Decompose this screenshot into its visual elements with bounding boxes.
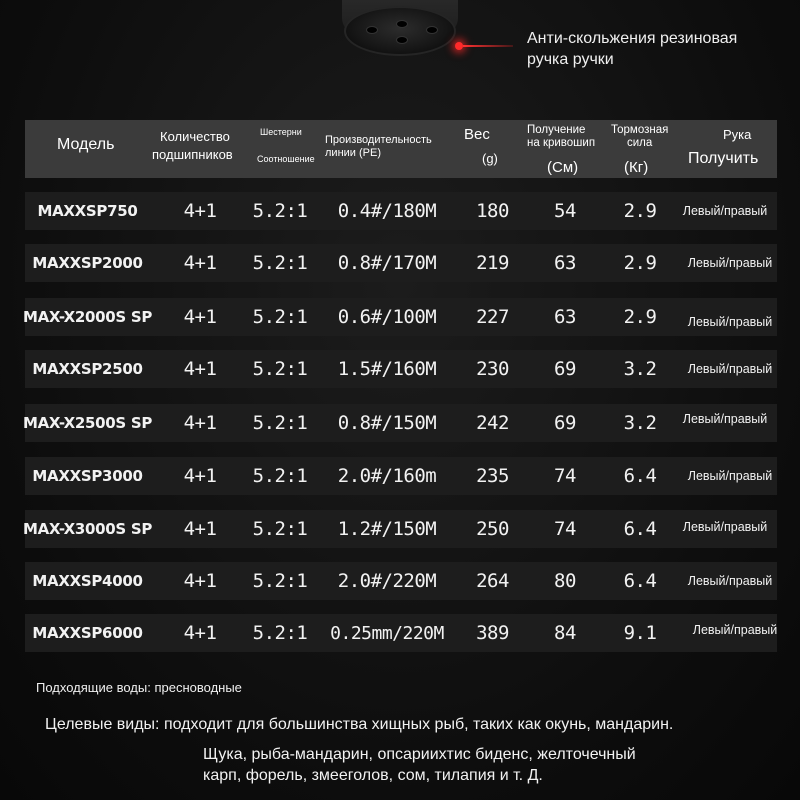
- table-row: [22, 404, 777, 442]
- cell-bearings: 4+1: [183, 252, 217, 274]
- cell-ratio: 5.2:1: [252, 622, 308, 644]
- cell-weight: 250: [476, 518, 509, 540]
- cell-bearings: 4+1: [183, 358, 217, 380]
- cell-weight: 219: [476, 252, 509, 274]
- species-line-2: карп, форель, змееголов, сом, тилапия и т. Д.: [203, 767, 543, 784]
- table-row: [22, 298, 777, 336]
- header-drag-2: сила: [627, 137, 653, 149]
- callout-marker-dot: [455, 42, 463, 50]
- header-drag-3: (Кг): [624, 159, 649, 176]
- cell-hand: Левый/правый: [687, 315, 773, 329]
- cell-capacity: 1.5#/160M: [337, 358, 437, 380]
- cell-model: MAX-X2500S SP: [22, 414, 153, 432]
- cell-model: MAXXSP4000: [32, 572, 143, 590]
- callout-text: [527, 28, 787, 70]
- cell-drag: 2.9: [623, 306, 657, 328]
- cell-weight: 389: [476, 622, 509, 644]
- cell-drag: 2.9: [623, 200, 657, 222]
- cell-ratio: 5.2:1: [252, 252, 308, 274]
- cell-capacity: 2.0#/220M: [337, 570, 437, 592]
- cell-drag: 3.2: [623, 412, 657, 434]
- header-capacity-2: линии (PE): [325, 147, 381, 159]
- cell-model: MAXXSP3000: [32, 467, 143, 485]
- cell-model: MAXXSP750: [37, 202, 138, 220]
- cell-retrieve: 84: [554, 622, 576, 644]
- cell-ratio: 5.2:1: [252, 465, 308, 487]
- cell-retrieve: 74: [554, 518, 576, 540]
- cell-ratio: 5.2:1: [252, 570, 308, 592]
- header-bearings-1: Количество: [160, 129, 230, 144]
- cell-weight: 227: [476, 306, 509, 328]
- cell-ratio: 5.2:1: [252, 306, 308, 328]
- cell-weight: 235: [476, 465, 509, 487]
- cell-bearings: 4+1: [183, 200, 217, 222]
- header-hand-2: Получить: [688, 150, 759, 167]
- cell-capacity: 0.8#/170M: [337, 252, 437, 274]
- header-drag-1: Тормозная: [611, 124, 669, 136]
- header-capacity-1: Производительность: [325, 134, 432, 146]
- table-row: [25, 192, 777, 230]
- cell-capacity: 0.4#/180M: [337, 200, 437, 222]
- table-row: [22, 510, 777, 548]
- callout-line-1: Анти-скольжения резиновая: [527, 30, 738, 47]
- cell-weight: 242: [476, 412, 509, 434]
- cell-drag: 6.4: [623, 518, 657, 540]
- cell-drag: 6.4: [623, 570, 657, 592]
- cell-weight: 264: [476, 570, 509, 592]
- cell-capacity: 0.6#/100M: [337, 306, 437, 328]
- cell-retrieve: 63: [554, 306, 576, 328]
- cell-drag: 6.4: [623, 465, 657, 487]
- table-row: [25, 457, 777, 495]
- cell-hand: Левый/правый: [682, 204, 768, 218]
- header-bearings-2: подшипников: [152, 147, 233, 162]
- cell-retrieve: 54: [554, 200, 576, 222]
- cell-capacity: 0.8#/150M: [337, 412, 437, 434]
- cell-bearings: 4+1: [183, 570, 217, 592]
- header-gear-1: Шестерни: [260, 127, 302, 137]
- cell-hand: Левый/правый: [687, 362, 773, 376]
- water-type-note: Подходящие воды: пресноводные: [36, 680, 242, 695]
- cell-drag: 9.1: [623, 622, 657, 644]
- header-weight-2: (g): [482, 151, 498, 166]
- header-retrieve-3: (См): [547, 159, 579, 176]
- cell-retrieve: 69: [554, 412, 576, 434]
- cell-ratio: 5.2:1: [252, 358, 308, 380]
- cell-hand: Левый/правый: [687, 574, 773, 588]
- header-model: Модель: [57, 136, 115, 153]
- cell-model: MAXXSP2500: [32, 360, 143, 378]
- cell-weight: 180: [476, 200, 509, 222]
- header-weight-1: Вес: [464, 126, 490, 143]
- table-row: [25, 350, 777, 388]
- table-row: [25, 614, 777, 652]
- species-line-1: Щука, рыба-мандарин, опсариихтис биденс, желточечный: [203, 746, 636, 763]
- cell-retrieve: 80: [554, 570, 576, 592]
- cell-bearings: 4+1: [183, 518, 217, 540]
- cell-ratio: 5.2:1: [252, 518, 308, 540]
- header-gear-2: Соотношение: [257, 154, 315, 164]
- cell-capacity: 1.2#/150M: [337, 518, 437, 540]
- cell-model: MAXXSP6000: [32, 624, 143, 642]
- cell-bearings: 4+1: [183, 412, 217, 434]
- cell-hand: Левый/правый: [692, 623, 778, 637]
- callout-line-2: ручка ручки: [527, 51, 614, 68]
- callout-pointer-line: [463, 45, 513, 47]
- cell-hand: Левый/правый: [687, 256, 773, 270]
- header-retrieve-2: на кривошип: [527, 137, 596, 149]
- target-species-note: Целевые виды: подходит для большинства хищных рыб, таких как окунь, мандарин.: [45, 716, 674, 733]
- cell-retrieve: 69: [554, 358, 576, 380]
- cell-hand: Левый/правый: [687, 469, 773, 483]
- cell-ratio: 5.2:1: [252, 200, 308, 222]
- cell-capacity: 2.0#/160m: [337, 465, 437, 487]
- cell-model: MAXXSP2000: [32, 254, 143, 272]
- cell-drag: 3.2: [623, 358, 657, 380]
- cell-bearings: 4+1: [183, 306, 217, 328]
- cell-bearings: 4+1: [183, 465, 217, 487]
- cell-capacity: 0.25mm/220M: [330, 622, 444, 644]
- cell-drag: 2.9: [623, 252, 657, 274]
- cell-hand: Левый/правый: [682, 412, 768, 426]
- cell-retrieve: 74: [554, 465, 576, 487]
- cell-model: MAX-X2000S SP: [22, 308, 153, 326]
- cell-weight: 230: [476, 358, 509, 380]
- reel-knob-image: [330, 0, 470, 90]
- header-hand-1: Рука: [723, 127, 752, 142]
- table-row: [25, 244, 777, 282]
- cell-ratio: 5.2:1: [252, 412, 308, 434]
- cell-retrieve: 63: [554, 252, 576, 274]
- cell-model: MAX-X3000S SP: [22, 520, 153, 538]
- cell-hand: Левый/правый: [682, 520, 768, 534]
- header-retrieve-1: Получение: [527, 124, 586, 136]
- cell-bearings: 4+1: [183, 622, 217, 644]
- table-row: [25, 562, 777, 600]
- spec-table-header: [25, 120, 777, 178]
- species-list: [203, 744, 763, 786]
